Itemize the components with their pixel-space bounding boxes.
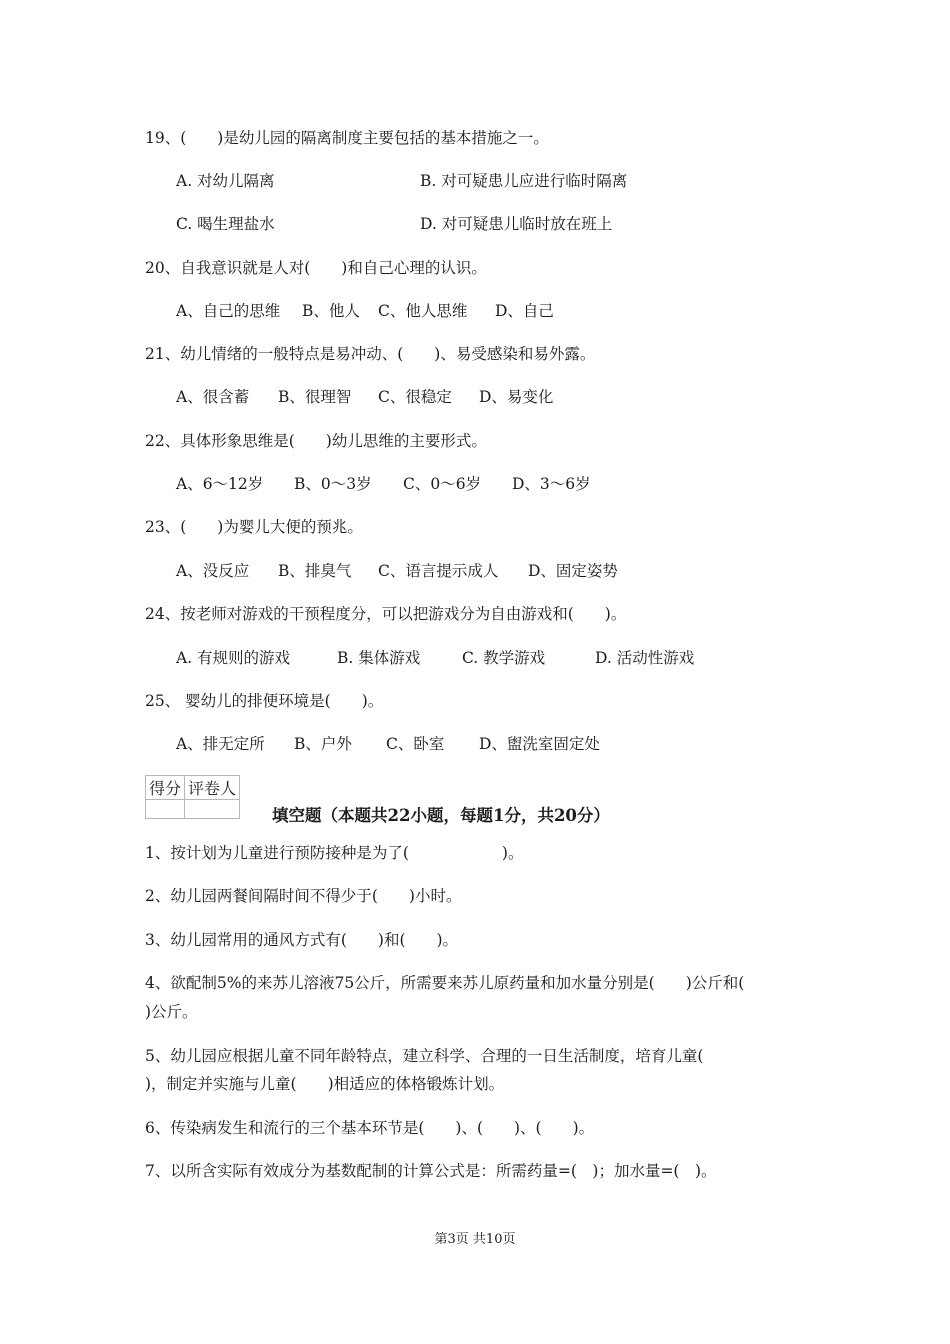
page-footer: 第3页 共10页 xyxy=(434,1232,516,1247)
question-22-option-b: B、0～3岁 xyxy=(294,475,372,493)
fill-5-line-1: 5、幼儿园应根据儿童不同年龄特点，建立科学、合理的一日生活制度，培育儿童( xyxy=(145,1047,704,1065)
question-25-option-d: D、盥洗室固定处 xyxy=(479,735,600,753)
question-23-option-c: C、语言提示成人 xyxy=(378,562,499,580)
question-24-option-b: B. 集体游戏 xyxy=(337,649,421,667)
question-21-option-b: B、很理智 xyxy=(278,388,352,406)
question-20-stem: 20、自我意识就是人对( )和自己心理的认识。 xyxy=(145,259,487,277)
question-21-option-d: D、易变化 xyxy=(479,388,554,406)
question-21-option-a: A、很含蓄 xyxy=(176,388,250,406)
question-25-stem: 25、 婴幼儿的排便环境是( )。 xyxy=(145,692,384,710)
question-24-option-a: A. 有规则的游戏 xyxy=(176,649,291,667)
question-19-stem: 19、( )是幼儿园的隔离制度主要包括的基本措施之一。 xyxy=(145,129,549,147)
question-21-stem: 21、幼儿情绪的一般特点是易冲动、( )、易受感染和易外露。 xyxy=(145,345,596,363)
question-21-option-c: C、很稳定 xyxy=(378,388,452,406)
question-22-option-d: D、3～6岁 xyxy=(512,475,591,493)
fill-5-line-2: )，制定并实施与儿童( )相适应的体格锻炼计划。 xyxy=(145,1075,505,1093)
question-23-option-a: A、没反应 xyxy=(176,562,250,580)
question-19-option-b: B. 对可疑患儿应进行临时隔离 xyxy=(420,172,628,190)
fill-1: 1、按计划为儿童进行预防接种是为了( )。 xyxy=(145,844,524,862)
question-20-option-d: D、自己 xyxy=(495,302,554,320)
fill-3: 3、幼儿园常用的通风方式有( )和( )。 xyxy=(145,931,459,949)
question-22-stem: 22、具体形象思维是( )幼儿思维的主要形式。 xyxy=(145,432,487,450)
score-label: 得分 xyxy=(146,776,185,800)
question-25-option-a: A、排无定所 xyxy=(176,735,265,753)
question-19-option-d: D. 对可疑患儿临时放在班上 xyxy=(420,215,613,233)
score-box xyxy=(145,775,240,819)
question-23-option-d: D、固定姿势 xyxy=(528,562,618,580)
question-24-option-d: D. 活动性游戏 xyxy=(595,649,695,667)
question-24-option-c: C. 教学游戏 xyxy=(462,649,546,667)
question-19-option-c: C. 喝生理盐水 xyxy=(176,215,275,233)
fill-6: 6、传染病发生和流行的三个基本环节是( )、( )、( )。 xyxy=(145,1119,595,1137)
grader-label: 评卷人 xyxy=(185,776,240,800)
question-25-option-b: B、户外 xyxy=(294,735,352,753)
question-20-option-b: B、他人 xyxy=(302,302,360,320)
question-19-option-a: A. 对幼儿隔离 xyxy=(176,172,275,190)
question-23-stem: 23、( )为婴儿大便的预兆。 xyxy=(145,518,363,536)
section-title: 填空题（本题共22小题，每题1分，共20分） xyxy=(272,806,610,825)
score-cell xyxy=(146,800,185,819)
fill-2: 2、幼儿园两餐间隔时间不得少于( )小时。 xyxy=(145,887,462,905)
question-20-option-c: C、他人思维 xyxy=(378,302,468,320)
question-23-option-b: B、排臭气 xyxy=(278,562,352,580)
question-22-option-c: C、0～6岁 xyxy=(403,475,482,493)
fill-7: 7、以所含实际有效成分为基数配制的计算公式是：所需药量=( )；加水量=( )。 xyxy=(145,1162,717,1180)
question-25-option-c: C、卧室 xyxy=(386,735,445,753)
fill-4-line-1: 4、欲配制5%的来苏儿溶液75公斤，所需要来苏儿原药量和加水量分别是( )公斤和( xyxy=(145,974,745,992)
question-22-option-a: A、6～12岁 xyxy=(176,475,264,493)
question-20-option-a: A、自己的思维 xyxy=(176,302,281,320)
fill-4-line-2: )公斤。 xyxy=(145,1003,198,1021)
question-24-stem: 24、按老师对游戏的干预程度分，可以把游戏分为自由游戏和( )。 xyxy=(145,605,627,623)
grader-cell xyxy=(185,800,240,819)
